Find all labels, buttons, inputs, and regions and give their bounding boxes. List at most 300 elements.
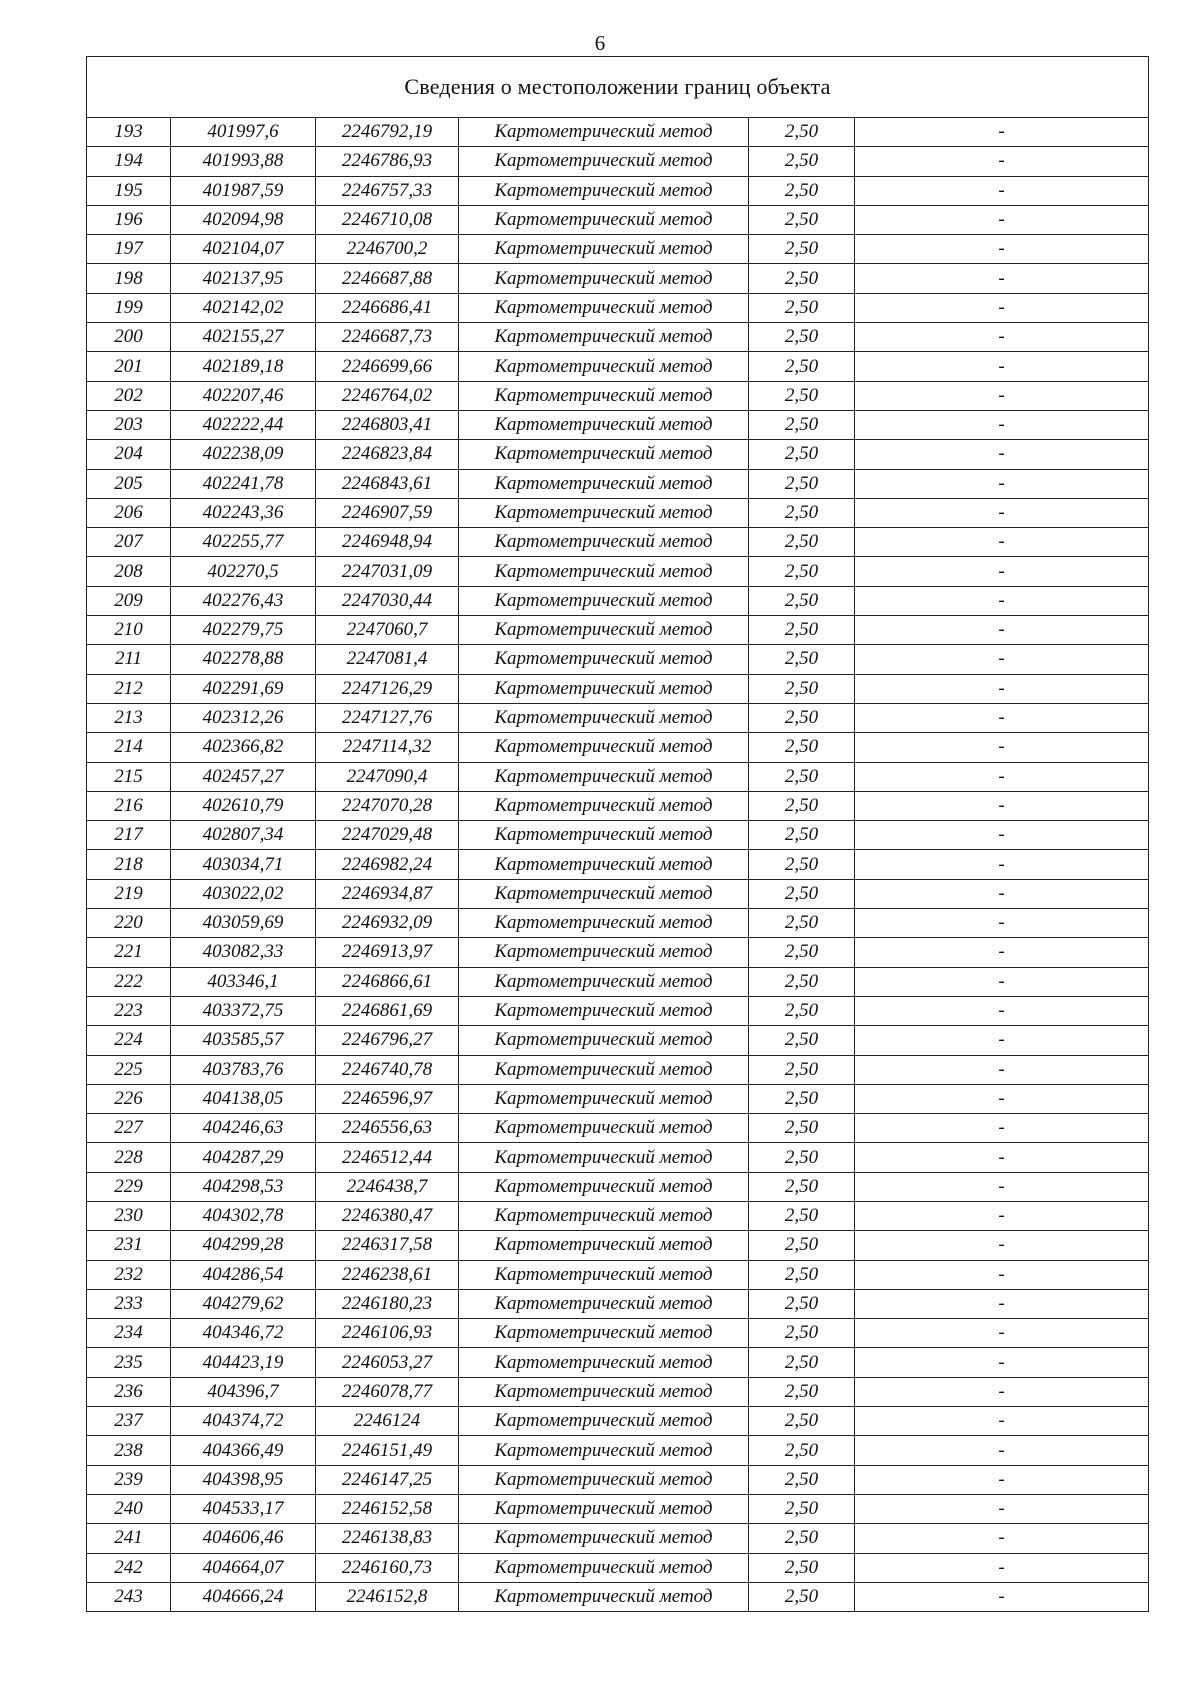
point-number-cell: 200 xyxy=(87,323,171,352)
accuracy-cell: 2,50 xyxy=(749,118,855,147)
coordinate-y-cell: 2246786,93 xyxy=(316,147,459,176)
coordinate-y-cell: 2246687,73 xyxy=(316,323,459,352)
accuracy-cell: 2,50 xyxy=(749,1114,855,1143)
table-row xyxy=(87,674,1149,703)
coordinate-x-cell: 404606,46 xyxy=(171,1524,316,1553)
point-number-cell: 217 xyxy=(87,821,171,850)
coordinate-x-cell: 402241,78 xyxy=(171,469,316,498)
description-cell: - xyxy=(855,1582,1149,1611)
coordinate-x-cell: 403372,75 xyxy=(171,996,316,1025)
point-number-cell: 195 xyxy=(87,176,171,205)
coordinate-y-cell: 2246757,33 xyxy=(316,176,459,205)
accuracy-cell: 2,50 xyxy=(749,1348,855,1377)
coordinate-x-cell: 404299,28 xyxy=(171,1231,316,1260)
coordinate-x-cell: 404298,53 xyxy=(171,1172,316,1201)
coordinate-y-cell: 2247029,48 xyxy=(316,821,459,850)
coordinate-x-cell: 402312,26 xyxy=(171,703,316,732)
table-row xyxy=(87,381,1149,410)
accuracy-cell: 2,50 xyxy=(749,528,855,557)
accuracy-cell: 2,50 xyxy=(749,703,855,732)
accuracy-cell: 2,50 xyxy=(749,1231,855,1260)
coordinate-y-cell: 2246948,94 xyxy=(316,528,459,557)
method-cell: Картометрический метод xyxy=(459,498,749,527)
coordinate-y-cell: 2246687,88 xyxy=(316,264,459,293)
coordinate-x-cell: 402238,09 xyxy=(171,440,316,469)
method-cell: Картометрический метод xyxy=(459,1114,749,1143)
coordinate-y-cell: 2246792,19 xyxy=(316,118,459,147)
table-row xyxy=(87,586,1149,615)
method-cell: Картометрический метод xyxy=(459,147,749,176)
coordinate-y-cell: 2246907,59 xyxy=(316,498,459,527)
point-number-cell: 228 xyxy=(87,1143,171,1172)
table-row xyxy=(87,879,1149,908)
description-cell: - xyxy=(855,264,1149,293)
point-number-cell: 235 xyxy=(87,1348,171,1377)
coordinate-x-cell: 402104,07 xyxy=(171,235,316,264)
accuracy-cell: 2,50 xyxy=(749,1084,855,1113)
coordinate-x-cell: 404396,7 xyxy=(171,1377,316,1406)
coordinate-y-cell: 2247030,44 xyxy=(316,586,459,615)
table-row xyxy=(87,1465,1149,1494)
description-cell: - xyxy=(855,1348,1149,1377)
point-number-cell: 215 xyxy=(87,762,171,791)
accuracy-cell: 2,50 xyxy=(749,762,855,791)
table-row xyxy=(87,1289,1149,1318)
table-row xyxy=(87,147,1149,176)
point-number-cell: 222 xyxy=(87,967,171,996)
accuracy-cell: 2,50 xyxy=(749,879,855,908)
point-number-cell: 227 xyxy=(87,1114,171,1143)
point-number-cell: 236 xyxy=(87,1377,171,1406)
accuracy-cell: 2,50 xyxy=(749,1260,855,1289)
coordinate-y-cell: 2246796,27 xyxy=(316,1026,459,1055)
coordinate-y-cell: 2246861,69 xyxy=(316,996,459,1025)
coordinate-x-cell: 404302,78 xyxy=(171,1201,316,1230)
accuracy-cell: 2,50 xyxy=(749,1436,855,1465)
table-row xyxy=(87,176,1149,205)
coordinate-x-cell: 403346,1 xyxy=(171,967,316,996)
table-row xyxy=(87,821,1149,850)
accuracy-cell: 2,50 xyxy=(749,1319,855,1348)
description-cell: - xyxy=(855,176,1149,205)
table-row xyxy=(87,498,1149,527)
table-row xyxy=(87,1201,1149,1230)
point-number-cell: 206 xyxy=(87,498,171,527)
method-cell: Картометрический метод xyxy=(459,1172,749,1201)
point-number-cell: 229 xyxy=(87,1172,171,1201)
description-cell: - xyxy=(855,1289,1149,1318)
table-row xyxy=(87,1260,1149,1289)
coordinate-x-cell: 401997,6 xyxy=(171,118,316,147)
description-cell: - xyxy=(855,850,1149,879)
accuracy-cell: 2,50 xyxy=(749,176,855,205)
point-number-cell: 238 xyxy=(87,1436,171,1465)
accuracy-cell: 2,50 xyxy=(749,1582,855,1611)
description-cell: - xyxy=(855,293,1149,322)
table-row xyxy=(87,1084,1149,1113)
accuracy-cell: 2,50 xyxy=(749,1494,855,1523)
coordinate-x-cell: 402270,5 xyxy=(171,557,316,586)
description-cell: - xyxy=(855,1553,1149,1582)
coordinate-y-cell: 2246512,44 xyxy=(316,1143,459,1172)
description-cell: - xyxy=(855,1377,1149,1406)
method-cell: Картометрический метод xyxy=(459,586,749,615)
description-cell: - xyxy=(855,323,1149,352)
coordinate-x-cell: 403585,57 xyxy=(171,1026,316,1055)
method-cell: Картометрический метод xyxy=(459,909,749,938)
table-body xyxy=(87,118,1149,1612)
accuracy-cell: 2,50 xyxy=(749,1465,855,1494)
method-cell: Картометрический метод xyxy=(459,850,749,879)
coordinate-y-cell: 2246700,2 xyxy=(316,235,459,264)
coordinate-y-cell: 2246138,83 xyxy=(316,1524,459,1553)
point-number-cell: 197 xyxy=(87,235,171,264)
boundary-coordinates-table xyxy=(86,56,1149,1612)
coordinate-y-cell: 2246982,24 xyxy=(316,850,459,879)
point-number-cell: 198 xyxy=(87,264,171,293)
table-title: Сведения о местоположении границ объекта xyxy=(87,57,1149,118)
accuracy-cell: 2,50 xyxy=(749,821,855,850)
table-row xyxy=(87,703,1149,732)
table-row xyxy=(87,293,1149,322)
accuracy-cell: 2,50 xyxy=(749,557,855,586)
coordinate-y-cell: 2246596,97 xyxy=(316,1084,459,1113)
description-cell: - xyxy=(855,498,1149,527)
coordinate-x-cell: 402457,27 xyxy=(171,762,316,791)
coordinate-x-cell: 403022,02 xyxy=(171,879,316,908)
method-cell: Картометрический метод xyxy=(459,1377,749,1406)
description-cell: - xyxy=(855,821,1149,850)
coordinate-x-cell: 404666,24 xyxy=(171,1582,316,1611)
coordinate-x-cell: 402155,27 xyxy=(171,323,316,352)
method-cell: Картометрический метод xyxy=(459,879,749,908)
method-cell: Картометрический метод xyxy=(459,176,749,205)
coordinate-y-cell: 2246053,27 xyxy=(316,1348,459,1377)
point-number-cell: 203 xyxy=(87,410,171,439)
description-cell: - xyxy=(855,1260,1149,1289)
method-cell: Картометрический метод xyxy=(459,410,749,439)
point-number-cell: 211 xyxy=(87,645,171,674)
table-row xyxy=(87,469,1149,498)
coordinate-x-cell: 403082,33 xyxy=(171,938,316,967)
coordinate-y-cell: 2246843,61 xyxy=(316,469,459,498)
coordinate-x-cell: 404246,63 xyxy=(171,1114,316,1143)
description-cell: - xyxy=(855,879,1149,908)
method-cell: Картометрический метод xyxy=(459,528,749,557)
table-row xyxy=(87,1231,1149,1260)
table-row xyxy=(87,733,1149,762)
method-cell: Картометрический метод xyxy=(459,118,749,147)
table-row xyxy=(87,1172,1149,1201)
method-cell: Картометрический метод xyxy=(459,1201,749,1230)
coordinate-y-cell: 2246699,66 xyxy=(316,352,459,381)
method-cell: Картометрический метод xyxy=(459,1289,749,1318)
description-cell: - xyxy=(855,1201,1149,1230)
point-number-cell: 205 xyxy=(87,469,171,498)
point-number-cell: 232 xyxy=(87,1260,171,1289)
point-number-cell: 193 xyxy=(87,118,171,147)
coordinate-x-cell: 404664,07 xyxy=(171,1553,316,1582)
point-number-cell: 204 xyxy=(87,440,171,469)
description-cell: - xyxy=(855,703,1149,732)
coordinate-x-cell: 402137,95 xyxy=(171,264,316,293)
coordinate-y-cell: 2246556,63 xyxy=(316,1114,459,1143)
description-cell: - xyxy=(855,674,1149,703)
method-cell: Картометрический метод xyxy=(459,1494,749,1523)
table-row xyxy=(87,440,1149,469)
method-cell: Картометрический метод xyxy=(459,1026,749,1055)
accuracy-cell: 2,50 xyxy=(749,586,855,615)
description-cell: - xyxy=(855,528,1149,557)
coordinate-y-cell: 2246823,84 xyxy=(316,440,459,469)
point-number-cell: 234 xyxy=(87,1319,171,1348)
coordinate-y-cell: 2246124 xyxy=(316,1407,459,1436)
point-number-cell: 212 xyxy=(87,674,171,703)
accuracy-cell: 2,50 xyxy=(749,498,855,527)
table-row xyxy=(87,791,1149,820)
table-row xyxy=(87,205,1149,234)
description-cell: - xyxy=(855,235,1149,264)
point-number-cell: 214 xyxy=(87,733,171,762)
coordinate-y-cell: 2246180,23 xyxy=(316,1289,459,1318)
point-number-cell: 221 xyxy=(87,938,171,967)
accuracy-cell: 2,50 xyxy=(749,1055,855,1084)
point-number-cell: 237 xyxy=(87,1407,171,1436)
coordinate-y-cell: 2246686,41 xyxy=(316,293,459,322)
coordinate-x-cell: 402207,46 xyxy=(171,381,316,410)
point-number-cell: 225 xyxy=(87,1055,171,1084)
description-cell: - xyxy=(855,118,1149,147)
point-number-cell: 210 xyxy=(87,616,171,645)
description-cell: - xyxy=(855,733,1149,762)
method-cell: Картометрический метод xyxy=(459,1407,749,1436)
accuracy-cell: 2,50 xyxy=(749,967,855,996)
coordinate-y-cell: 2246803,41 xyxy=(316,410,459,439)
method-cell: Картометрический метод xyxy=(459,323,749,352)
accuracy-cell: 2,50 xyxy=(749,352,855,381)
description-cell: - xyxy=(855,1026,1149,1055)
description-cell: - xyxy=(855,1172,1149,1201)
point-number-cell: 218 xyxy=(87,850,171,879)
coordinate-x-cell: 403059,69 xyxy=(171,909,316,938)
method-cell: Картометрический метод xyxy=(459,235,749,264)
coordinate-x-cell: 402366,82 xyxy=(171,733,316,762)
method-cell: Картометрический метод xyxy=(459,733,749,762)
point-number-cell: 208 xyxy=(87,557,171,586)
accuracy-cell: 2,50 xyxy=(749,1289,855,1318)
coordinate-x-cell: 402189,18 xyxy=(171,352,316,381)
table-row xyxy=(87,762,1149,791)
method-cell: Картометрический метод xyxy=(459,1553,749,1582)
coordinate-y-cell: 2246913,97 xyxy=(316,938,459,967)
coordinate-y-cell: 2246078,77 xyxy=(316,1377,459,1406)
accuracy-cell: 2,50 xyxy=(749,1407,855,1436)
method-cell: Картометрический метод xyxy=(459,645,749,674)
accuracy-cell: 2,50 xyxy=(749,293,855,322)
point-number-cell: 220 xyxy=(87,909,171,938)
coordinate-x-cell: 402276,43 xyxy=(171,586,316,615)
description-cell: - xyxy=(855,1055,1149,1084)
table-row xyxy=(87,1377,1149,1406)
table-row xyxy=(87,850,1149,879)
method-cell: Картометрический метод xyxy=(459,293,749,322)
point-number-cell: 201 xyxy=(87,352,171,381)
point-number-cell: 223 xyxy=(87,996,171,1025)
method-cell: Картометрический метод xyxy=(459,1582,749,1611)
point-number-cell: 243 xyxy=(87,1582,171,1611)
coordinate-x-cell: 404279,62 xyxy=(171,1289,316,1318)
description-cell: - xyxy=(855,381,1149,410)
accuracy-cell: 2,50 xyxy=(749,938,855,967)
method-cell: Картометрический метод xyxy=(459,557,749,586)
description-cell: - xyxy=(855,440,1149,469)
description-cell: - xyxy=(855,967,1149,996)
coordinate-x-cell: 403783,76 xyxy=(171,1055,316,1084)
description-cell: - xyxy=(855,1524,1149,1553)
accuracy-cell: 2,50 xyxy=(749,440,855,469)
point-number-cell: 242 xyxy=(87,1553,171,1582)
point-number-cell: 199 xyxy=(87,293,171,322)
accuracy-cell: 2,50 xyxy=(749,996,855,1025)
method-cell: Картометрический метод xyxy=(459,469,749,498)
coordinate-x-cell: 402291,69 xyxy=(171,674,316,703)
accuracy-cell: 2,50 xyxy=(749,909,855,938)
description-cell: - xyxy=(855,938,1149,967)
method-cell: Картометрический метод xyxy=(459,264,749,293)
coordinate-y-cell: 2246932,09 xyxy=(316,909,459,938)
coordinate-y-cell: 2246151,49 xyxy=(316,1436,459,1465)
table-row xyxy=(87,645,1149,674)
method-cell: Картометрический метод xyxy=(459,703,749,732)
method-cell: Картометрический метод xyxy=(459,996,749,1025)
table-row xyxy=(87,1524,1149,1553)
method-cell: Картометрический метод xyxy=(459,821,749,850)
description-cell: - xyxy=(855,469,1149,498)
coordinate-y-cell: 2246740,78 xyxy=(316,1055,459,1084)
point-number-cell: 224 xyxy=(87,1026,171,1055)
accuracy-cell: 2,50 xyxy=(749,733,855,762)
description-cell: - xyxy=(855,616,1149,645)
coordinate-y-cell: 2247090,4 xyxy=(316,762,459,791)
accuracy-cell: 2,50 xyxy=(749,791,855,820)
coordinate-y-cell: 2247127,76 xyxy=(316,703,459,732)
coordinate-y-cell: 2246152,58 xyxy=(316,1494,459,1523)
method-cell: Картометрический метод xyxy=(459,1436,749,1465)
point-number-cell: 202 xyxy=(87,381,171,410)
accuracy-cell: 2,50 xyxy=(749,850,855,879)
accuracy-cell: 2,50 xyxy=(749,410,855,439)
point-number-cell: 231 xyxy=(87,1231,171,1260)
accuracy-cell: 2,50 xyxy=(749,1377,855,1406)
table-row xyxy=(87,1494,1149,1523)
method-cell: Картометрический метод xyxy=(459,674,749,703)
coordinate-x-cell: 403034,71 xyxy=(171,850,316,879)
description-cell: - xyxy=(855,645,1149,674)
coordinate-x-cell: 404533,17 xyxy=(171,1494,316,1523)
table-row xyxy=(87,557,1149,586)
description-cell: - xyxy=(855,1494,1149,1523)
coordinate-y-cell: 2246317,58 xyxy=(316,1231,459,1260)
point-number-cell: 239 xyxy=(87,1465,171,1494)
method-cell: Картометрический метод xyxy=(459,791,749,820)
table-row xyxy=(87,616,1149,645)
description-cell: - xyxy=(855,1143,1149,1172)
point-number-cell: 219 xyxy=(87,879,171,908)
coordinate-x-cell: 402610,79 xyxy=(171,791,316,820)
coordinate-y-cell: 2246710,08 xyxy=(316,205,459,234)
coordinate-x-cell: 404398,95 xyxy=(171,1465,316,1494)
table-row xyxy=(87,1319,1149,1348)
coordinate-y-cell: 2246438,7 xyxy=(316,1172,459,1201)
coordinate-x-cell: 402222,44 xyxy=(171,410,316,439)
method-cell: Картометрический метод xyxy=(459,1084,749,1113)
coordinate-x-cell: 402807,34 xyxy=(171,821,316,850)
accuracy-cell: 2,50 xyxy=(749,147,855,176)
table-title-row xyxy=(87,57,1149,118)
table-row xyxy=(87,323,1149,352)
page-number: 6 xyxy=(594,31,606,55)
table-row xyxy=(87,1407,1149,1436)
coordinate-x-cell: 404366,49 xyxy=(171,1436,316,1465)
coordinate-x-cell: 402279,75 xyxy=(171,616,316,645)
coordinate-x-cell: 402094,98 xyxy=(171,205,316,234)
table-row xyxy=(87,352,1149,381)
point-number-cell: 213 xyxy=(87,703,171,732)
accuracy-cell: 2,50 xyxy=(749,1524,855,1553)
coordinate-x-cell: 402142,02 xyxy=(171,293,316,322)
coordinate-y-cell: 2246147,25 xyxy=(316,1465,459,1494)
accuracy-cell: 2,50 xyxy=(749,645,855,674)
point-number-cell: 233 xyxy=(87,1289,171,1318)
method-cell: Картометрический метод xyxy=(459,967,749,996)
coordinate-x-cell: 404138,05 xyxy=(171,1084,316,1113)
coordinate-y-cell: 2246764,02 xyxy=(316,381,459,410)
description-cell: - xyxy=(855,557,1149,586)
coordinate-x-cell: 404287,29 xyxy=(171,1143,316,1172)
accuracy-cell: 2,50 xyxy=(749,235,855,264)
description-cell: - xyxy=(855,996,1149,1025)
description-cell: - xyxy=(855,1407,1149,1436)
accuracy-cell: 2,50 xyxy=(749,1026,855,1055)
coordinate-y-cell: 2247081,4 xyxy=(316,645,459,674)
coordinate-y-cell: 2247060,7 xyxy=(316,616,459,645)
table-row xyxy=(87,996,1149,1025)
coordinate-y-cell: 2246160,73 xyxy=(316,1553,459,1582)
table-row xyxy=(87,1436,1149,1465)
description-cell: - xyxy=(855,1084,1149,1113)
method-cell: Картометрический метод xyxy=(459,1319,749,1348)
description-cell: - xyxy=(855,205,1149,234)
point-number-cell: 240 xyxy=(87,1494,171,1523)
method-cell: Картометрический метод xyxy=(459,616,749,645)
accuracy-cell: 2,50 xyxy=(749,323,855,352)
coordinate-x-cell: 402278,88 xyxy=(171,645,316,674)
description-cell: - xyxy=(855,762,1149,791)
method-cell: Картометрический метод xyxy=(459,381,749,410)
table-row xyxy=(87,118,1149,147)
table-row xyxy=(87,1114,1149,1143)
method-cell: Картометрический метод xyxy=(459,938,749,967)
description-cell: - xyxy=(855,1114,1149,1143)
description-cell: - xyxy=(855,410,1149,439)
description-cell: - xyxy=(855,352,1149,381)
method-cell: Картометрический метод xyxy=(459,1143,749,1172)
accuracy-cell: 2,50 xyxy=(749,205,855,234)
method-cell: Картометрический метод xyxy=(459,1524,749,1553)
method-cell: Картометрический метод xyxy=(459,440,749,469)
table-row xyxy=(87,909,1149,938)
coordinate-x-cell: 401987,59 xyxy=(171,176,316,205)
